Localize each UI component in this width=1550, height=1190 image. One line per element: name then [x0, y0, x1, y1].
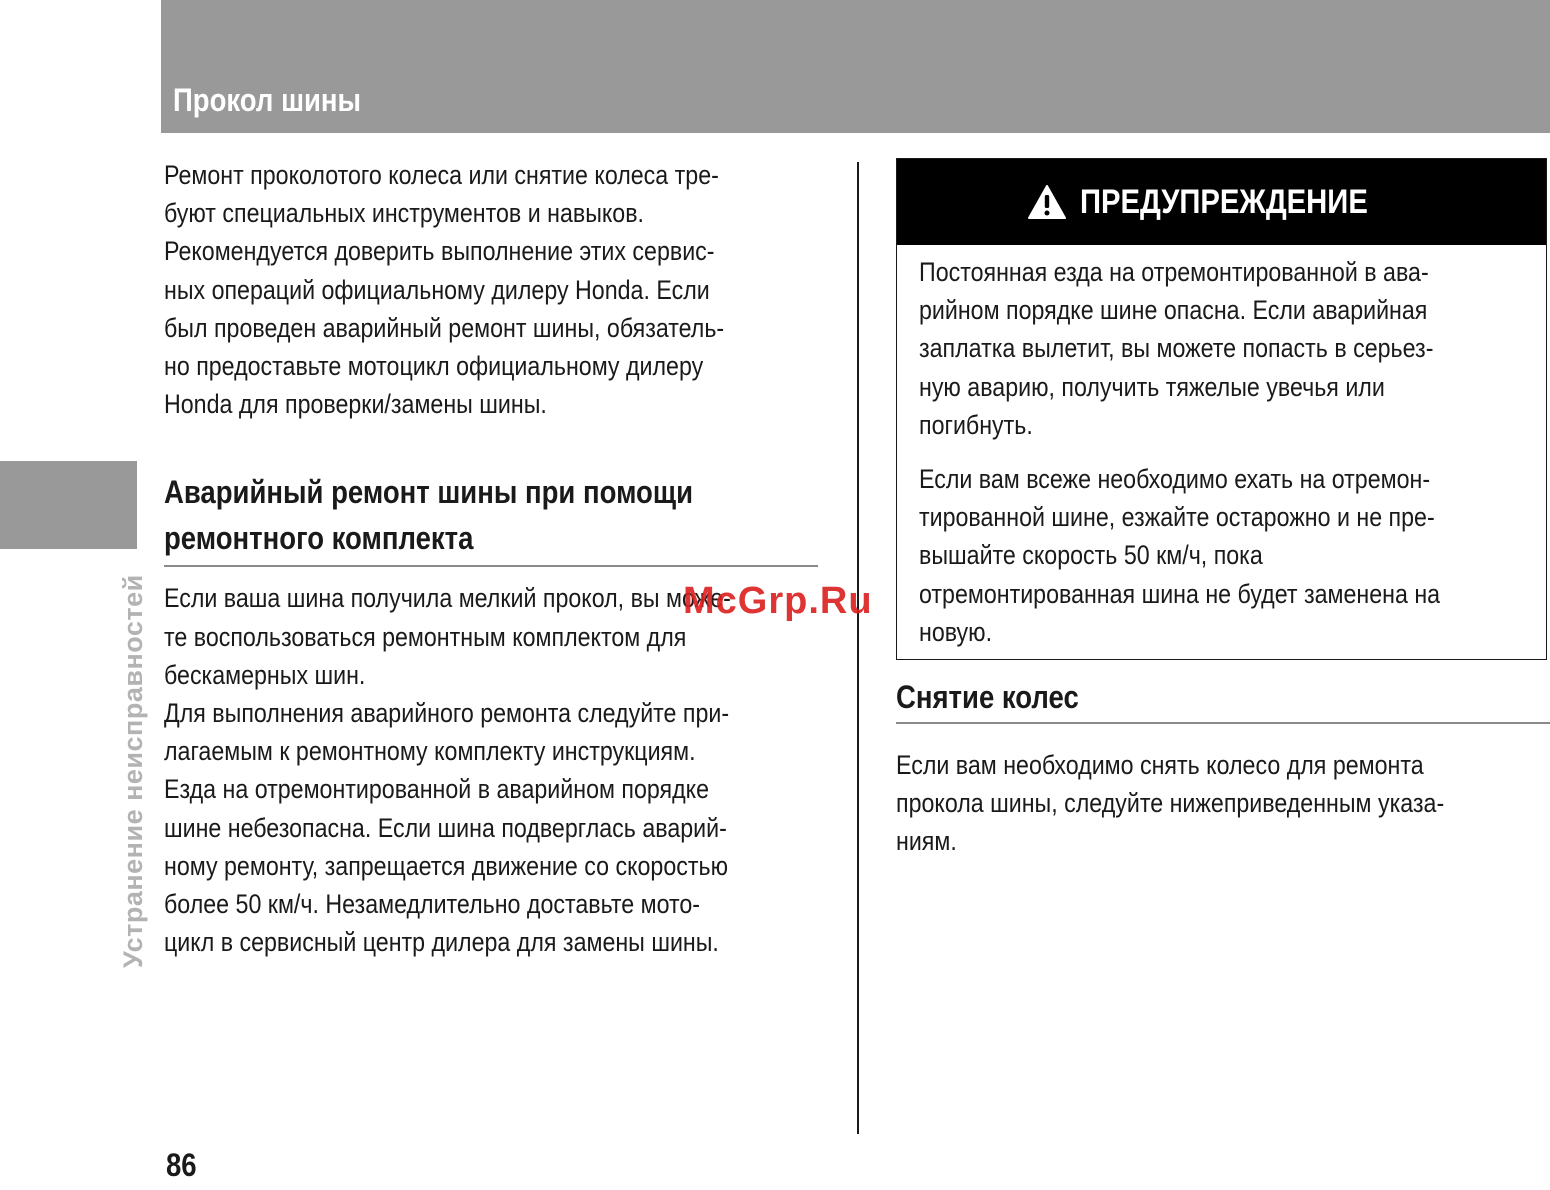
- spacer: [896, 724, 1550, 746]
- warning-header: [897, 159, 1546, 245]
- intro-paragraph: Ремонт проколотого колеса или снятие колеса тре- буют специальных инструментов и навыков. Рекомендуется доверить выполнение этих сервис- ных операций официальному дилеру Honda. Если был проведен аварийный ремонт шины, обязатель- но предоставьте мотоцикл официальному дилеру Honda для проверки/замены шины.: [164, 160, 725, 420]
- emergency-paragraph-2: Для выполнения аварийного ремонта следуйте при- лагаемым к ремонтному комплекту инструкциям. Езда на отремонтированной в аварийном порядке шине небезопасна. Если шина подверглась аварий- ному ремонту, запрещается движение со скоростью более 50 км/ч. Незамедлительно доставьте мото- цикл в сервисный центр дилера для замены шины.: [164, 698, 730, 958]
- emergency-paragraph-1: Если ваша шина получила мелкий прокол, вы може- те воспользоваться ремонтным комплектом для бескамерных шин.: [164, 583, 731, 690]
- warning-triangle-icon: [1028, 185, 1066, 219]
- page-number: 86: [166, 1147, 197, 1183]
- section-tab: [0, 461, 137, 549]
- warning-paragraph-2: Если вам всеже необходимо ехать на отремон- тированной шине, езжайте остарожно и не пре- вышайте скорость 50 км/ч, пока отремонтированная шина не будет заменена на новую.: [919, 464, 1441, 647]
- warning-body: [897, 245, 1546, 659]
- emergency-repair-heading: Аварийный ремонт шины при помощи ремонтного комплекта: [164, 474, 694, 557]
- warning-label: ПРЕДУПРЕЖДЕНИЕ: [1080, 182, 1368, 221]
- warning-paragraph-1: Постоянная езда на отремонтированной в ава- рийном порядке шине опасна. Если аварийная заплатка вылетит, вы можете попасть в серьез- ную аварию, получить тяжелые увечья или погибнуть.: [919, 257, 1434, 440]
- wheel-removal-paragraph: Если вам необходимо снять колесо для ремонта прокола шины, следуйте нижеприведенным указа- ниям.: [896, 750, 1445, 857]
- warning-box: [896, 158, 1547, 660]
- header-bar: [161, 0, 1550, 133]
- column-divider: [857, 162, 859, 1134]
- section-label: Устранение неисправностей: [118, 574, 148, 968]
- spacer: [164, 423, 824, 469]
- right-column: [896, 158, 1550, 861]
- spacer: [164, 567, 824, 579]
- page-title: Прокол шины: [173, 82, 362, 118]
- left-column: [164, 150, 824, 961]
- wheel-removal-heading: Снятие колес: [896, 679, 1079, 716]
- watermark: McGrp.Ru: [683, 580, 873, 622]
- spacer: [896, 660, 1550, 674]
